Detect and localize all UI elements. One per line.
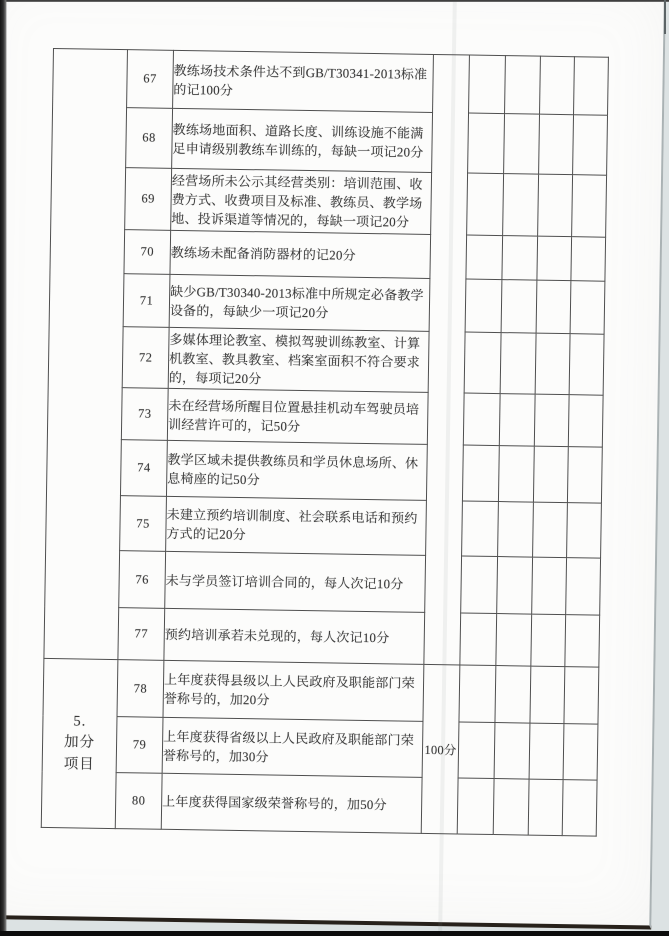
criteria-text: 经营场所未公示其经营类别：培训范围、收费方式、收费项目及标准、教练员、教学场地、投诉渠道等情况的，每缺一项记20分: [171, 168, 432, 234]
row-number: 78: [117, 660, 164, 718]
empty-grade-cell: [500, 333, 536, 395]
criteria-text: 教学区域未提供教练员和学员休息场所、休息椅座的记50分: [166, 440, 427, 500]
criteria-text: 未与学员签订培训合同的，每人次记10分: [165, 551, 426, 612]
table-row: [49, 272, 605, 334]
row-number: 72: [122, 327, 169, 389]
row-number: 75: [120, 496, 167, 552]
empty-grade-cell: [461, 556, 498, 614]
empty-grade-cell: [533, 502, 568, 558]
criteria-text: 上年度获得国家级荣誉称号的，加50分: [161, 773, 422, 833]
empty-grade-cell: [462, 501, 499, 557]
empty-grade-cell: [571, 237, 606, 282]
criteria-text: 教练场未配备消防器材的记20分: [170, 230, 431, 278]
empty-grade-cell: [531, 614, 566, 667]
empty-grade-cell: [538, 174, 573, 237]
scanner-bottom-bar: [0, 931, 669, 936]
empty-grade-cell: [503, 174, 539, 237]
criteria-text: 上年度获得省级以上人民政府及职能部门荣誉称号的，加30分: [162, 717, 423, 777]
row-number: 68: [126, 108, 173, 169]
section-number: 5.: [73, 713, 87, 730]
empty-grade-cell: [567, 503, 602, 559]
row-number: 73: [121, 388, 168, 441]
empty-grade-cell: [567, 447, 602, 504]
row-number: 74: [120, 440, 167, 497]
category-cell-continued: [44, 49, 128, 660]
section-label-line: 项目: [63, 756, 95, 773]
scoring-table: [41, 48, 609, 837]
section-label-line: 加分: [63, 734, 96, 751]
row-number: 67: [127, 50, 174, 109]
empty-grade-cell: [566, 558, 601, 616]
row-number: 69: [125, 168, 172, 231]
empty-grade-cell: [563, 724, 598, 781]
table-row: [46, 438, 602, 503]
empty-grade-cell: [568, 395, 603, 448]
empty-grade-cell: [564, 667, 599, 725]
table-row: [41, 771, 597, 836]
empty-grade-cell: [464, 332, 501, 394]
empty-grade-cell: [530, 666, 565, 724]
empty-grade-cell: [572, 175, 607, 238]
section-score-cell: 100分: [421, 664, 460, 834]
empty-grade-cell: [502, 236, 538, 281]
empty-grade-cell: [539, 114, 574, 175]
row-number: 79: [116, 717, 163, 774]
table-row: [48, 325, 604, 395]
row-number: 77: [118, 608, 165, 661]
table-row: [44, 606, 600, 667]
empty-grade-cell: [533, 446, 568, 503]
criteria-text: 预约培训承若未兑现的，每人次记10分: [164, 608, 425, 664]
empty-grade-cell: [537, 236, 572, 281]
empty-grade-cell: [540, 56, 575, 115]
empty-grade-cell: [565, 615, 600, 668]
table-row: [46, 494, 602, 558]
empty-grade-cell: [465, 279, 502, 333]
empty-grade-cell: [462, 445, 499, 502]
table-row: [51, 166, 607, 237]
empty-grade-cell: [496, 614, 532, 667]
empty-grade-cell: [536, 280, 571, 334]
criteria-text: 教练场地面积、道路长度、训练设施不能满足申请级别教练车训练的，每缺一项记20分: [172, 108, 433, 172]
empty-grade-cell: [460, 613, 497, 666]
criteria-text: 教练场技术条件达不到GB/T30341-2013标准的记100分: [173, 50, 434, 112]
table-row: [47, 386, 603, 447]
empty-grade-cell: [493, 779, 529, 836]
empty-grade-cell: [562, 780, 597, 837]
empty-grade-cell: [497, 557, 533, 615]
empty-grade-cell: [534, 394, 569, 447]
empty-grade-cell: [457, 778, 494, 835]
row-number: 71: [123, 274, 170, 328]
empty-grade-cell: [573, 115, 608, 176]
empty-grade-cell: [466, 235, 503, 280]
criteria-text: 多媒体理论教室、模拟驾驶训练教室、计算机教室、教具教室、档案室面积不符合要求的，每项记20分: [168, 327, 429, 392]
row-number: 70: [124, 230, 171, 275]
empty-grade-cell: [498, 446, 534, 503]
scanner-right-edge-mark: [664, 0, 666, 34]
section-label-bonus-items: [41, 658, 118, 828]
scanner-top-edge: [0, 0, 669, 2]
table-row: [53, 49, 609, 116]
empty-grade-cell: [501, 280, 537, 334]
criteria-text: 未建立预约培训制度、社会联系电话和预约方式的记20分: [166, 496, 427, 555]
empty-grade-cell: [467, 173, 504, 236]
empty-grade-cell: [505, 56, 541, 115]
scanner-left-edge: [0, 0, 7, 936]
table-row: [52, 107, 608, 176]
row-number: 80: [115, 773, 162, 830]
table-row: [42, 715, 598, 780]
table-row: [45, 549, 601, 615]
empty-grade-cell: [570, 281, 605, 335]
empty-grade-cell: [504, 114, 540, 175]
empty-grade-cell: [463, 393, 500, 446]
empty-grade-cell: [469, 55, 506, 114]
criteria-text: 未在经营场所醒目位置悬挂机动车驾驶员培训经营许可的，记50分: [167, 388, 428, 444]
table-row: [43, 658, 599, 724]
empty-grade-cell: [535, 333, 570, 395]
empty-grade-cell: [495, 666, 531, 724]
empty-grade-cell: [468, 113, 505, 174]
empty-grade-cell: [574, 57, 609, 116]
empty-grade-cell: [529, 723, 564, 780]
empty-grade-cell: [494, 723, 530, 780]
criteria-text: 缺少GB/T30340-2013标准中所规定必备教学设备的，每缺少一项记20分: [169, 274, 430, 331]
empty-grade-cell: [532, 557, 567, 615]
row-number: 76: [119, 551, 166, 609]
empty-grade-cell: [569, 334, 604, 396]
empty-grade-cell: [458, 722, 495, 779]
empty-grade-cell: [528, 779, 563, 836]
criteria-text: 上年度获得县级以上人民政府及职能部门荣誉称号的，加20分: [163, 660, 424, 721]
empty-grade-cell: [499, 394, 535, 447]
empty-grade-cell: [498, 502, 534, 558]
empty-grade-cell: [459, 665, 496, 723]
